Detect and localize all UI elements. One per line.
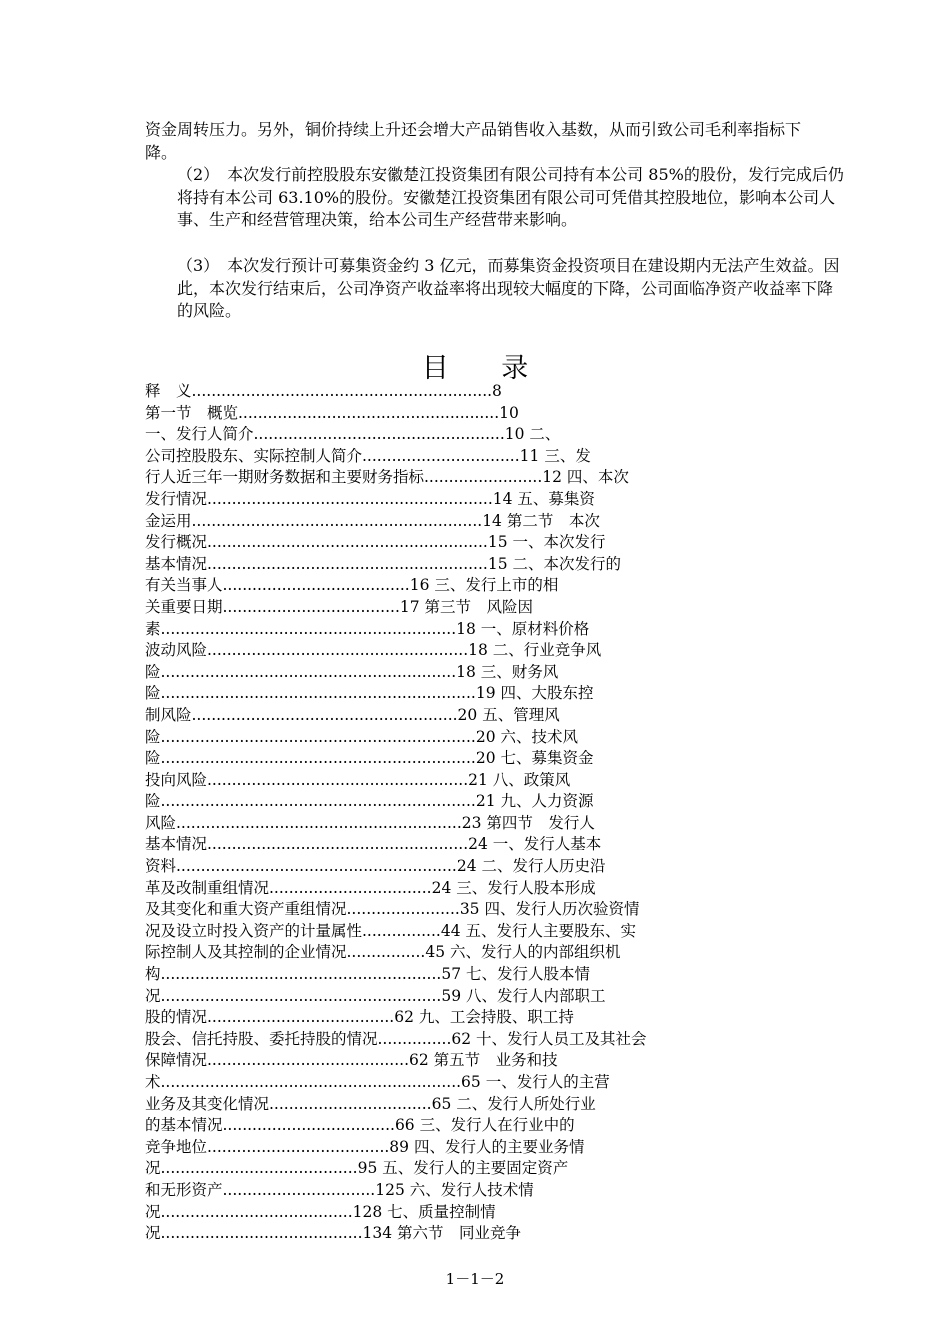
toc-line: 业务及其变化情况.................................65 二、发行人所处行业 — [145, 1094, 596, 1113]
toc-line: 制风险......................................................20 五、管理风 — [145, 705, 560, 724]
paragraph-risk-3: （3） 本次发行预计可募集资金约 3 亿元，而募集资金投资项目在建设期内无法产生效益。因此，本次发行结束后，公司净资产收益率将出现较大幅度的下降，公司面临净资产收益率下降的风险。 — [177, 256, 840, 320]
toc-line: 第一节 概览.....................................................10 — [145, 403, 519, 422]
table-of-contents — [145, 381, 813, 1245]
toc-line: 有关当事人......................................16 三、发行上市的相 — [145, 576, 559, 595]
paragraph-risk-2: （2） 本次发行前控股股东安徽楚江投资集团有限公司持有本公司 85%的股份，发行完成后仍将持有本公司 63.10%的股份。安徽楚江投资集团有限公司可凭借其控股地位，影响本公司人事、生产和经营管理决策，给本公司生产经营带来影响。 — [177, 165, 844, 229]
toc-line: 基本情况.....................................................24 一、发行人基本 — [145, 835, 602, 854]
toc-line: 况及设立时投入资产的计量属性................44 五、发行人主要股东、实 — [145, 921, 636, 940]
toc-line: 况.........................................................59 八、发行人内部职工 — [145, 986, 606, 1005]
toc-line: 险................................................................20 六、技术风 — [145, 727, 578, 746]
toc-line: 资料.........................................................24 二、发行人历史沿 — [145, 857, 606, 876]
toc-line: 波动风险.....................................................18 二、行业竞争风 — [145, 641, 602, 660]
toc-line: 况.......................................128 七、质量控制情 — [145, 1202, 496, 1221]
toc-line: 关重要日期....................................17 第三节 风险因 — [145, 597, 534, 616]
toc-line: 投向风险.....................................................21 八、政策风 — [145, 770, 571, 789]
toc-line: 释 义.............................................................8 — [145, 382, 502, 400]
toc-line: 构.........................................................57 七、发行人股本情 — [145, 965, 590, 984]
toc-line: 险................................................................19 四、大股东控 — [145, 684, 594, 703]
toc-line: 和无形资产...............................125 六、发行人技术情 — [145, 1180, 534, 1199]
toc-line: 一、发行人简介...................................................10 二、 — [145, 425, 561, 444]
toc-line: 际控制人及其控制的企业情况................45 六、发行人的内部组织机 — [145, 943, 621, 962]
toc-line: 险................................................................21 九、人力资源 — [145, 792, 594, 811]
toc-line: 行人近三年一期财务数据和主要财务指标........................12 四、本次 — [145, 468, 629, 487]
toc-line: 股的情况......................................62 九、工会持股、职工持 — [145, 1008, 574, 1027]
toc-line: 发行概况.........................................................15 一、本次发行 — [145, 533, 606, 552]
toc-line: 革及改制重组情况.................................24 三、发行人股本形成 — [145, 878, 596, 897]
toc-line: 公司控股股东、实际控制人简介................................11 三、发 — [145, 446, 591, 465]
toc-line: 况........................................95 五、发行人的主要固定资产 — [145, 1159, 569, 1178]
paragraph-risk-continued: 资金周转压力。另外，铜价持续上升还会增大产品销售收入基数，从而引致公司毛利率指标下降。 — [145, 120, 802, 162]
toc-line: 发行情况..........................................................14 五、募集资 — [145, 489, 595, 508]
page-number: 1－1－2 — [445, 1270, 505, 1288]
toc-line: 术.............................................................65 一、发行人的主营 — [145, 1073, 610, 1091]
toc-line: 股会、信托持股、委托持股的情况...............62 十、发行人员工及其社会 — [145, 1029, 647, 1048]
toc-line: 素............................................................18 一、原材料价格 — [145, 619, 590, 638]
toc-line: 险................................................................20 七、募集资金 — [145, 749, 594, 768]
toc-title: 目 录 — [421, 353, 551, 384]
toc-line: 及其变化和重大资产重组情况.......................35 四、发行人历次验资情 — [145, 900, 640, 919]
toc-line: 况.........................................134 第六节 同业竞争 — [145, 1224, 522, 1243]
toc-line: 金运用...........................................................14 第二节 本次 — [145, 511, 600, 530]
toc-line: 的基本情况...................................66 三、发行人在行业中的 — [145, 1116, 575, 1135]
toc-line: 基本情况.........................................................15 二、本次发行的 — [145, 554, 621, 573]
toc-line: 险............................................................18 三、财务风 — [145, 662, 559, 681]
toc-line: 竞争地位.....................................89 四、发行人的主要业务情 — [145, 1137, 585, 1156]
toc-line: 风险..........................................................23 第四节 发行人 — [145, 813, 595, 832]
toc-line: 保障情况.........................................62 第五节 业务和技 — [145, 1051, 558, 1070]
